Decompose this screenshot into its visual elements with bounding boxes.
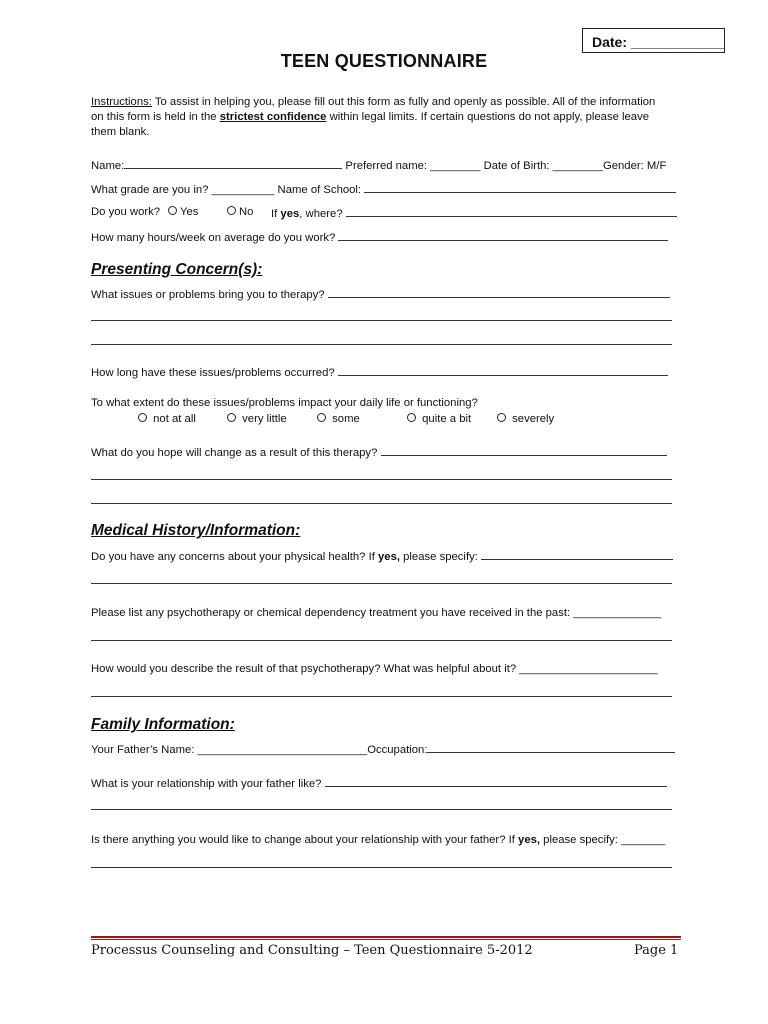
scale-label: quite a bit — [422, 413, 472, 425]
how-long-field[interactable] — [338, 364, 668, 376]
hope-label: What do you hope will change as a result of this therapy? — [91, 447, 378, 459]
if-label: If — [271, 208, 281, 220]
page-number: Page 1 — [634, 943, 679, 958]
relationship-answer-line[interactable] — [91, 809, 672, 810]
change-row — [91, 833, 665, 847]
radio-yes-icon[interactable] — [168, 206, 177, 215]
scale-option-quite-a-bit[interactable] — [407, 412, 471, 426]
father-name-row — [91, 741, 675, 757]
name-field[interactable] — [124, 157, 342, 169]
hours-label: How many hours/week on average do you work? — [91, 232, 336, 244]
issues-label: What issues or problems bring you to therapy? — [91, 289, 325, 301]
hope-answer-line[interactable] — [91, 479, 672, 480]
work-yes-label: Yes — [180, 206, 199, 218]
name-label: Name: — [91, 160, 125, 172]
radio-icon[interactable] — [138, 413, 147, 422]
school-label: Name of School: — [277, 184, 362, 196]
scale-option-some[interactable] — [317, 412, 360, 426]
hope-field[interactable] — [381, 444, 667, 456]
page-title: TEEN QUESTIONNAIRE — [280, 51, 488, 71]
father-name-field[interactable]: Your Father’s Name: ___________________________ — [91, 744, 368, 756]
change-a: Is there anything you would like to change about your relationship with your father? If — [91, 834, 519, 846]
work-where-row — [271, 205, 677, 221]
treatment-answer-line[interactable] — [91, 640, 672, 641]
change-answer-line[interactable] — [91, 867, 672, 868]
where-field[interactable] — [346, 205, 677, 217]
school-field[interactable] — [364, 181, 676, 193]
footer-divider-thin — [91, 939, 681, 940]
occupation-field[interactable] — [427, 741, 675, 753]
instructions-line-1 — [91, 95, 655, 109]
scale-label: very little — [242, 413, 287, 425]
health-concerns-a: Do you have any concerns about your physical health? If — [91, 551, 378, 563]
extent-label: To what extent do these issues/problems impact your daily life or functioning? — [91, 397, 478, 409]
name-row — [91, 157, 666, 173]
instructions-text-2b: within legal limits. If certain questions do not apply, please leave — [326, 111, 650, 123]
hours-field[interactable] — [338, 229, 668, 241]
grade-field[interactable]: What grade are you in? __________ — [91, 184, 275, 196]
work-no-option[interactable] — [227, 205, 253, 219]
if-yes-label: yes — [280, 208, 300, 220]
relationship-label: What is your relationship with your father like? — [91, 778, 322, 790]
radio-icon[interactable] — [227, 413, 236, 422]
instructions-text-1: To assist in helping you, please fill out this form as fully and openly as possible. All of the information — [151, 96, 656, 108]
instructions-text-2a: on this form is held in the — [91, 111, 220, 123]
issues-answer-line[interactable] — [91, 320, 672, 321]
instructions-line-3: them blank. — [91, 126, 150, 138]
instructions-line-2 — [91, 110, 649, 124]
how-long-row — [91, 364, 668, 380]
treatment-row[interactable]: Please list any psychotherapy or chemical dependency treatment you have received in the past: ______________ — [91, 607, 662, 619]
result-answer-line[interactable] — [91, 696, 672, 697]
issues-field[interactable] — [328, 286, 670, 298]
hope-row — [91, 444, 667, 460]
instructions-label: Instructions: — [91, 96, 152, 108]
result-row[interactable]: How would you describe the result of that psychotherapy? What was helpful about it? ______________________ — [91, 663, 658, 675]
occupation-label: Occupation: — [367, 744, 428, 756]
gender-label[interactable]: Gender: M/F — [602, 160, 667, 172]
health-answer-line[interactable] — [91, 583, 672, 584]
presenting-concerns-heading: Presenting Concern(s): — [91, 261, 263, 278]
relationship-row — [91, 775, 667, 791]
medical-history-heading: Medical History/Information: — [91, 522, 301, 539]
family-information-heading: Family Information: — [91, 716, 235, 733]
scale-option-very-little[interactable] — [227, 412, 287, 426]
scale-label: severely — [512, 413, 555, 425]
work-no-label: No — [239, 206, 254, 218]
radio-icon[interactable] — [497, 413, 506, 422]
health-concerns-yes: yes, — [378, 551, 400, 563]
hours-row — [91, 229, 668, 245]
health-concerns-b: please specify: — [400, 551, 478, 563]
health-concerns-field[interactable] — [481, 548, 673, 560]
strictest-confidence-text: strictest confidence — [219, 111, 327, 123]
footer-text: Processus Counseling and Consulting – Teen Questionnaire 5-2012 — [91, 943, 533, 958]
radio-no-icon[interactable] — [227, 206, 236, 215]
issues-answer-line[interactable] — [91, 344, 672, 345]
how-long-label: How long have these issues/problems occurred? — [91, 367, 335, 379]
relationship-field[interactable] — [325, 775, 667, 787]
radio-icon[interactable] — [407, 413, 416, 422]
footer-divider — [91, 936, 681, 938]
scale-label: some — [332, 413, 360, 425]
radio-icon[interactable] — [317, 413, 326, 422]
hope-answer-line[interactable] — [91, 503, 672, 504]
change-b[interactable]: please specify: _______ — [540, 834, 666, 846]
preferred-name-label[interactable]: Preferred name: ________ — [345, 160, 481, 172]
scale-option-severely[interactable] — [497, 412, 554, 426]
work-row — [91, 205, 160, 219]
work-label: Do you work? — [91, 206, 161, 218]
date-field[interactable]: Date: ____________ — [582, 28, 725, 53]
grade-school-row — [91, 181, 676, 197]
change-yes: yes, — [518, 834, 541, 846]
work-yes-option[interactable] — [168, 205, 198, 219]
issues-row — [91, 286, 670, 302]
scale-option-not-at-all[interactable] — [138, 412, 196, 426]
where-label: , where? — [299, 208, 343, 220]
dob-label[interactable]: Date of Birth: ________ — [483, 160, 603, 172]
scale-label: not at all — [153, 413, 196, 425]
health-concerns-row — [91, 548, 673, 564]
